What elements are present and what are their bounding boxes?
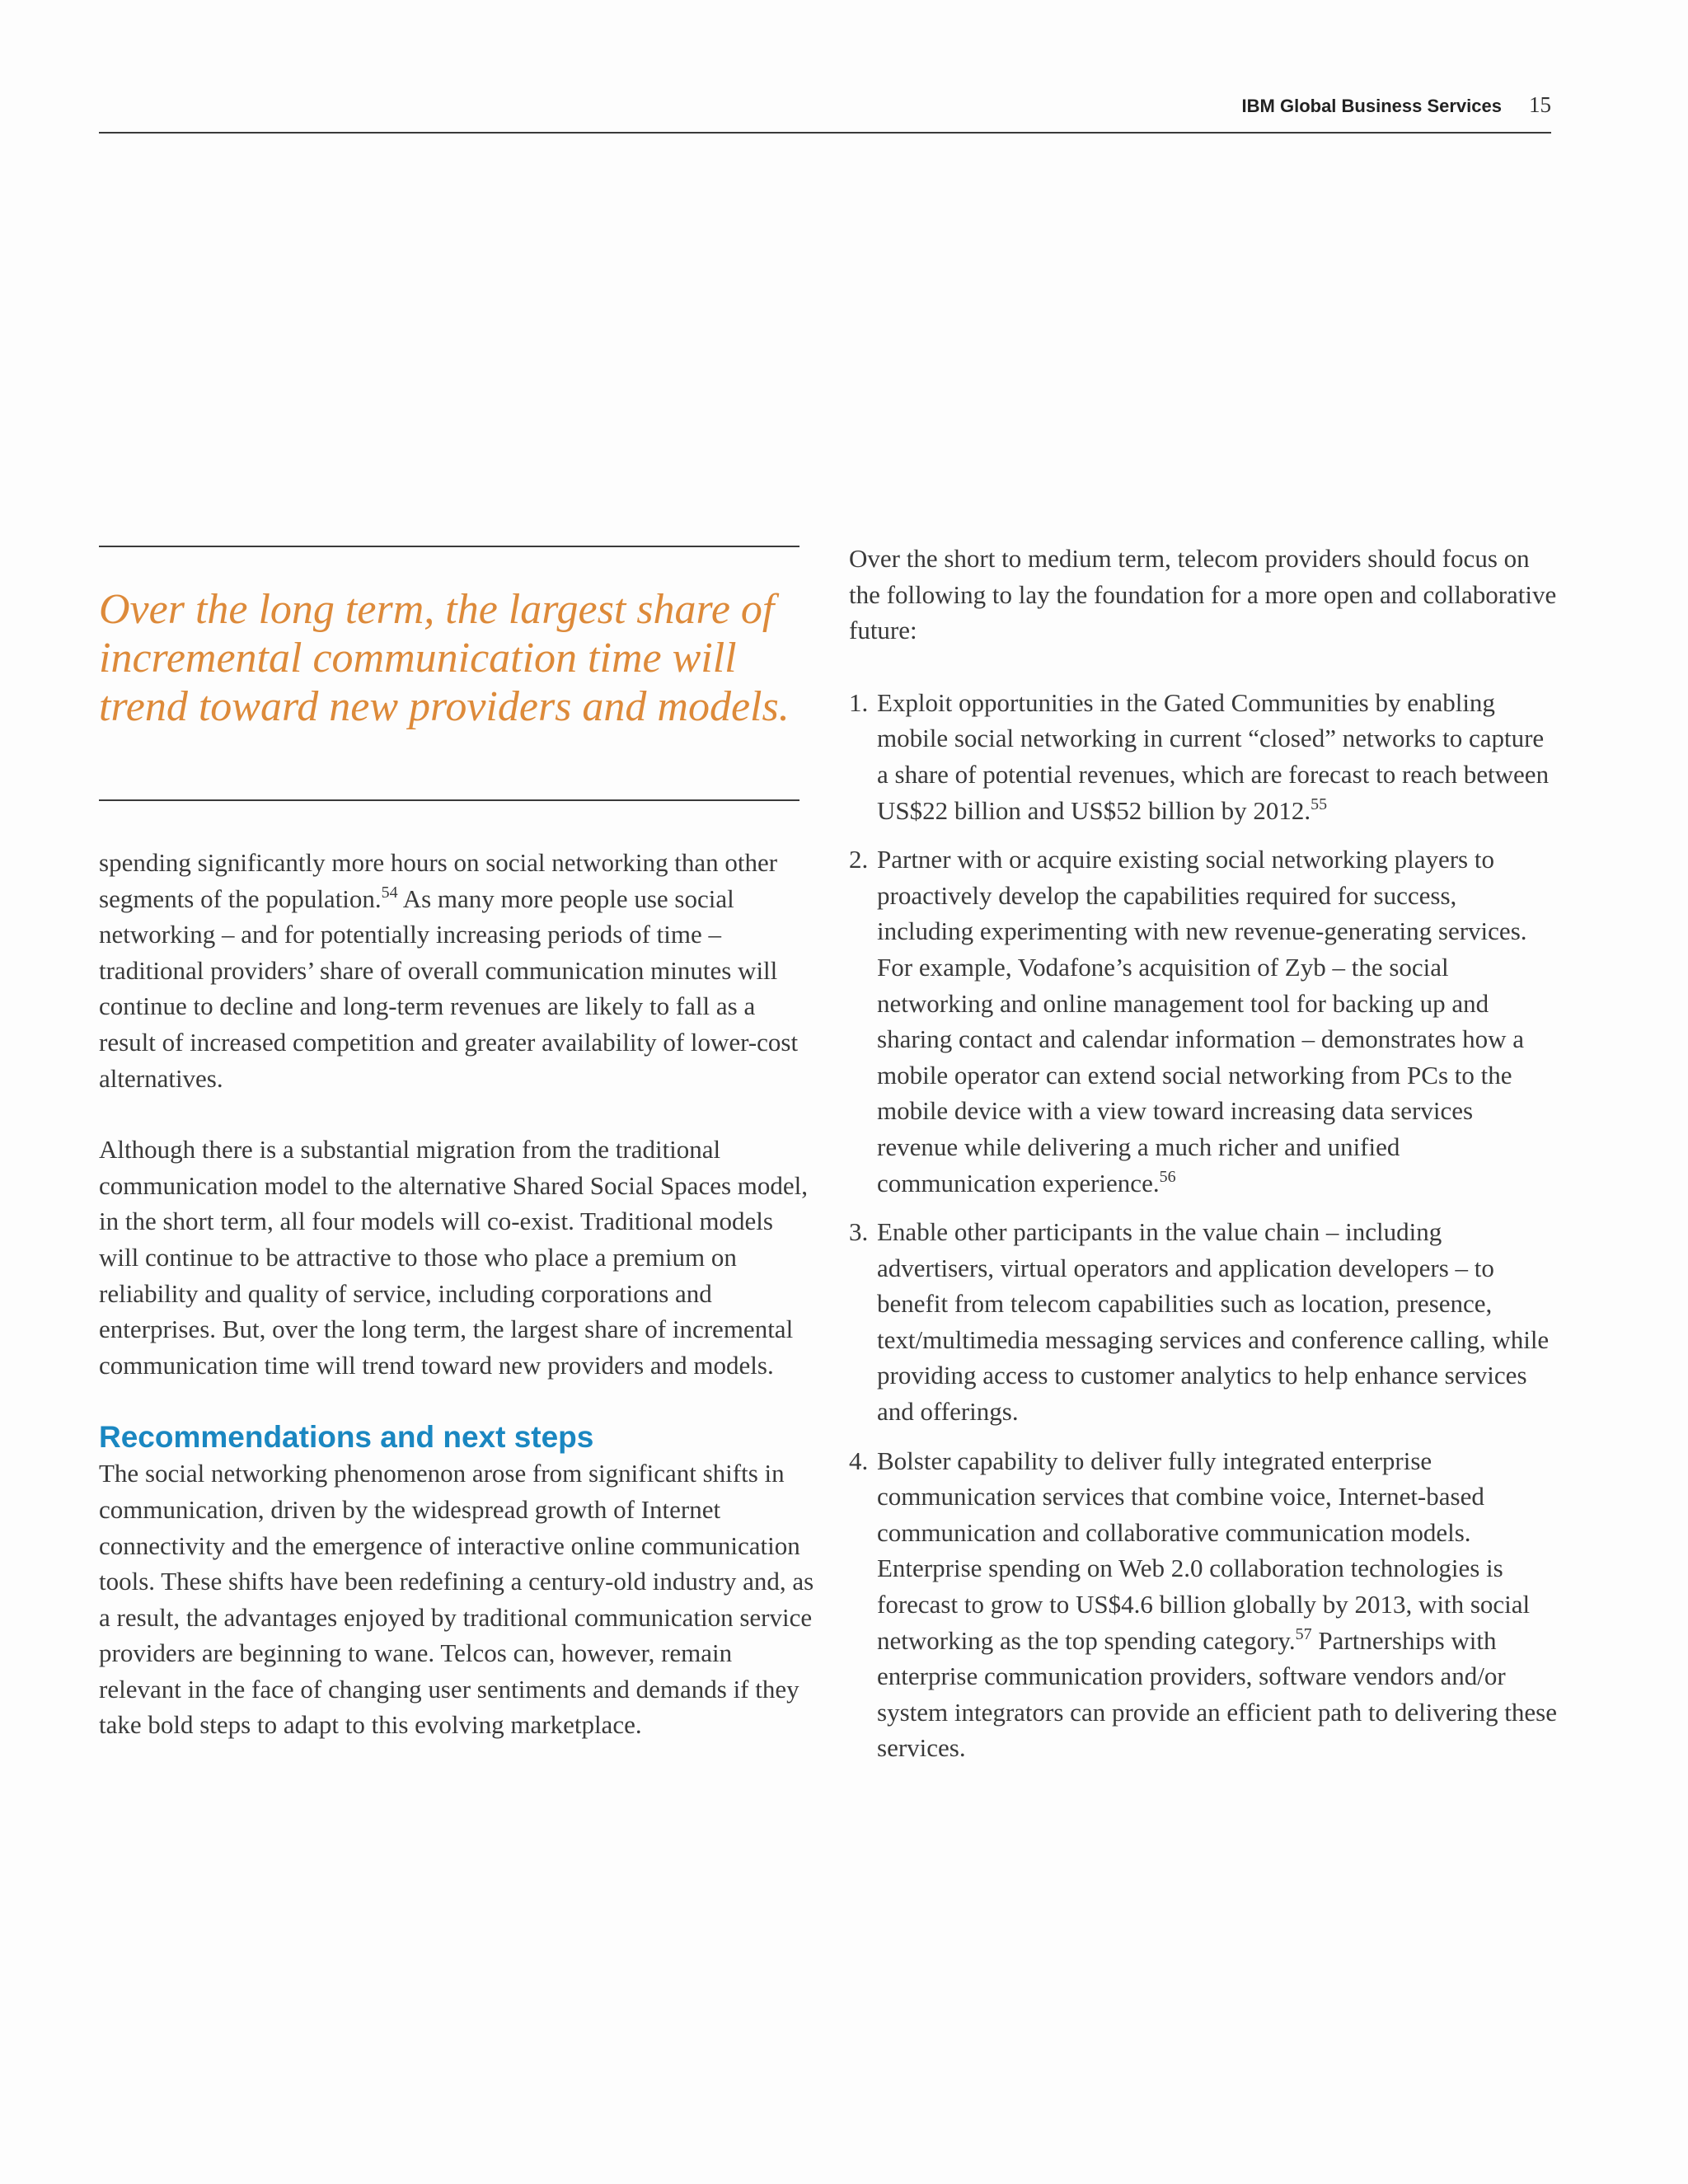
pullquote-top-rule (99, 546, 799, 547)
paragraph-intro: Over the short to medium term, telecom providers should focus on the following to lay the foundation for a more open and collaborative future: (849, 544, 1557, 645)
paragraph-social-networking-phenomenon: The social networking phenomenon arose from significant shifts in communication, driven by the widespread growth of Internet connectivity and the emergence of interactive online communication tools. These shifts have been redefining a century-old industry and, as a result, the advantages enjoyed by traditional communication service providers are beginning to wane. Telcos can, however, remain relevant in the face of changing user sentiments and demands if they take bold steps to adapt to this evolving marketplace. (99, 1459, 814, 1740)
list-item-number: 1. (849, 687, 869, 717)
recommendations-list (849, 685, 1558, 1766)
footnote-ref: 57 (1295, 1624, 1312, 1643)
left-column (99, 845, 816, 1743)
paragraph-social-networking-spending: spending significantly more hours on social networking than other segments of the population.$^{54}$ As many more people use social networking – and for potentially increasing periods of time – traditional providers’ share of overall communication minutes will continue to decline and long-term revenues are likely to fall as a result of increased competition and greater availability of lower-cost alternatives. (99, 848, 799, 1093)
list-item-number: 3. (849, 1217, 869, 1247)
list-item: 2. Partner with or acquire existing social networking players to proactively develop the capabilities required for success, including experimenting with new revenue-generating services. For example, Vodafone’s acquisition of Zyb – the social networking and online management tool for backing up and sharing contact and calendar information – demonstrates how a mobile operator can extend social networking from PCs to the mobile device with a view toward increasing data services revenue while delivering a much richer and unified communication experience.$^{56}$ (849, 841, 1558, 1201)
list-item-number: 4. (849, 1446, 869, 1475)
list-item: 4. Bolster capability to deliver fully integrated enterprise communication services that combine voice, Internet-based communication and collaborative communication models. Enterprise spending on Web 2.0 collaboration technologies is forecast to grow to US$4.6 billion globally by 2013, with social networking as the top spending category.$^{57}$ Partnerships with enterprise communication providers, software vendors and/or system integrators can provide an efficient path to delivering these services. (849, 1443, 1558, 1766)
page-header (99, 92, 1551, 134)
list-item: 1. Exploit opportunities in the Gated Communities by enabling mobile social networking in current “closed” networks to capture a share of potential revenues, which are forecast to reach between US$22 billion and US$52 billion by 2012.55 (849, 685, 1558, 828)
paragraph-migration-models: Although there is a substantial migration from the traditional communication model to the alternative Shared Social Spaces model, in the short term, all four models will co-exist. Traditional models will continue to be attractive to those who place a premium on reliability and quality of service, including corporations and enterprises. But, over the long term, the largest share of incremental communication time will trend toward new providers and models. (99, 1135, 809, 1380)
footnote-ref: 55 (1311, 794, 1328, 813)
list-item-number: 2. (849, 845, 869, 874)
right-column (849, 541, 1558, 1779)
pullquote-bottom-rule (99, 799, 799, 801)
footnote-ref: 56 (1159, 1167, 1176, 1186)
pullquote: Over the long term, the largest share of incremental communication time will trend toward new providers and models. (99, 586, 790, 730)
footnote-ref-54: 54 (381, 883, 398, 902)
list-item: 3. Enable other participants in the value chain – including advertisers, virtual operators and application developers – to benefit from telecom capabilities such as location, presence, text/multimedia messaging services and conference calling, while providing access to customer analytics to help enhance services and offerings. (849, 1214, 1558, 1430)
page-number: 15 (1529, 92, 1551, 117)
section-heading-recommendations: Recommendations and next steps (99, 1420, 594, 1455)
header-company-name: IBM Global Business Services (1241, 96, 1502, 116)
